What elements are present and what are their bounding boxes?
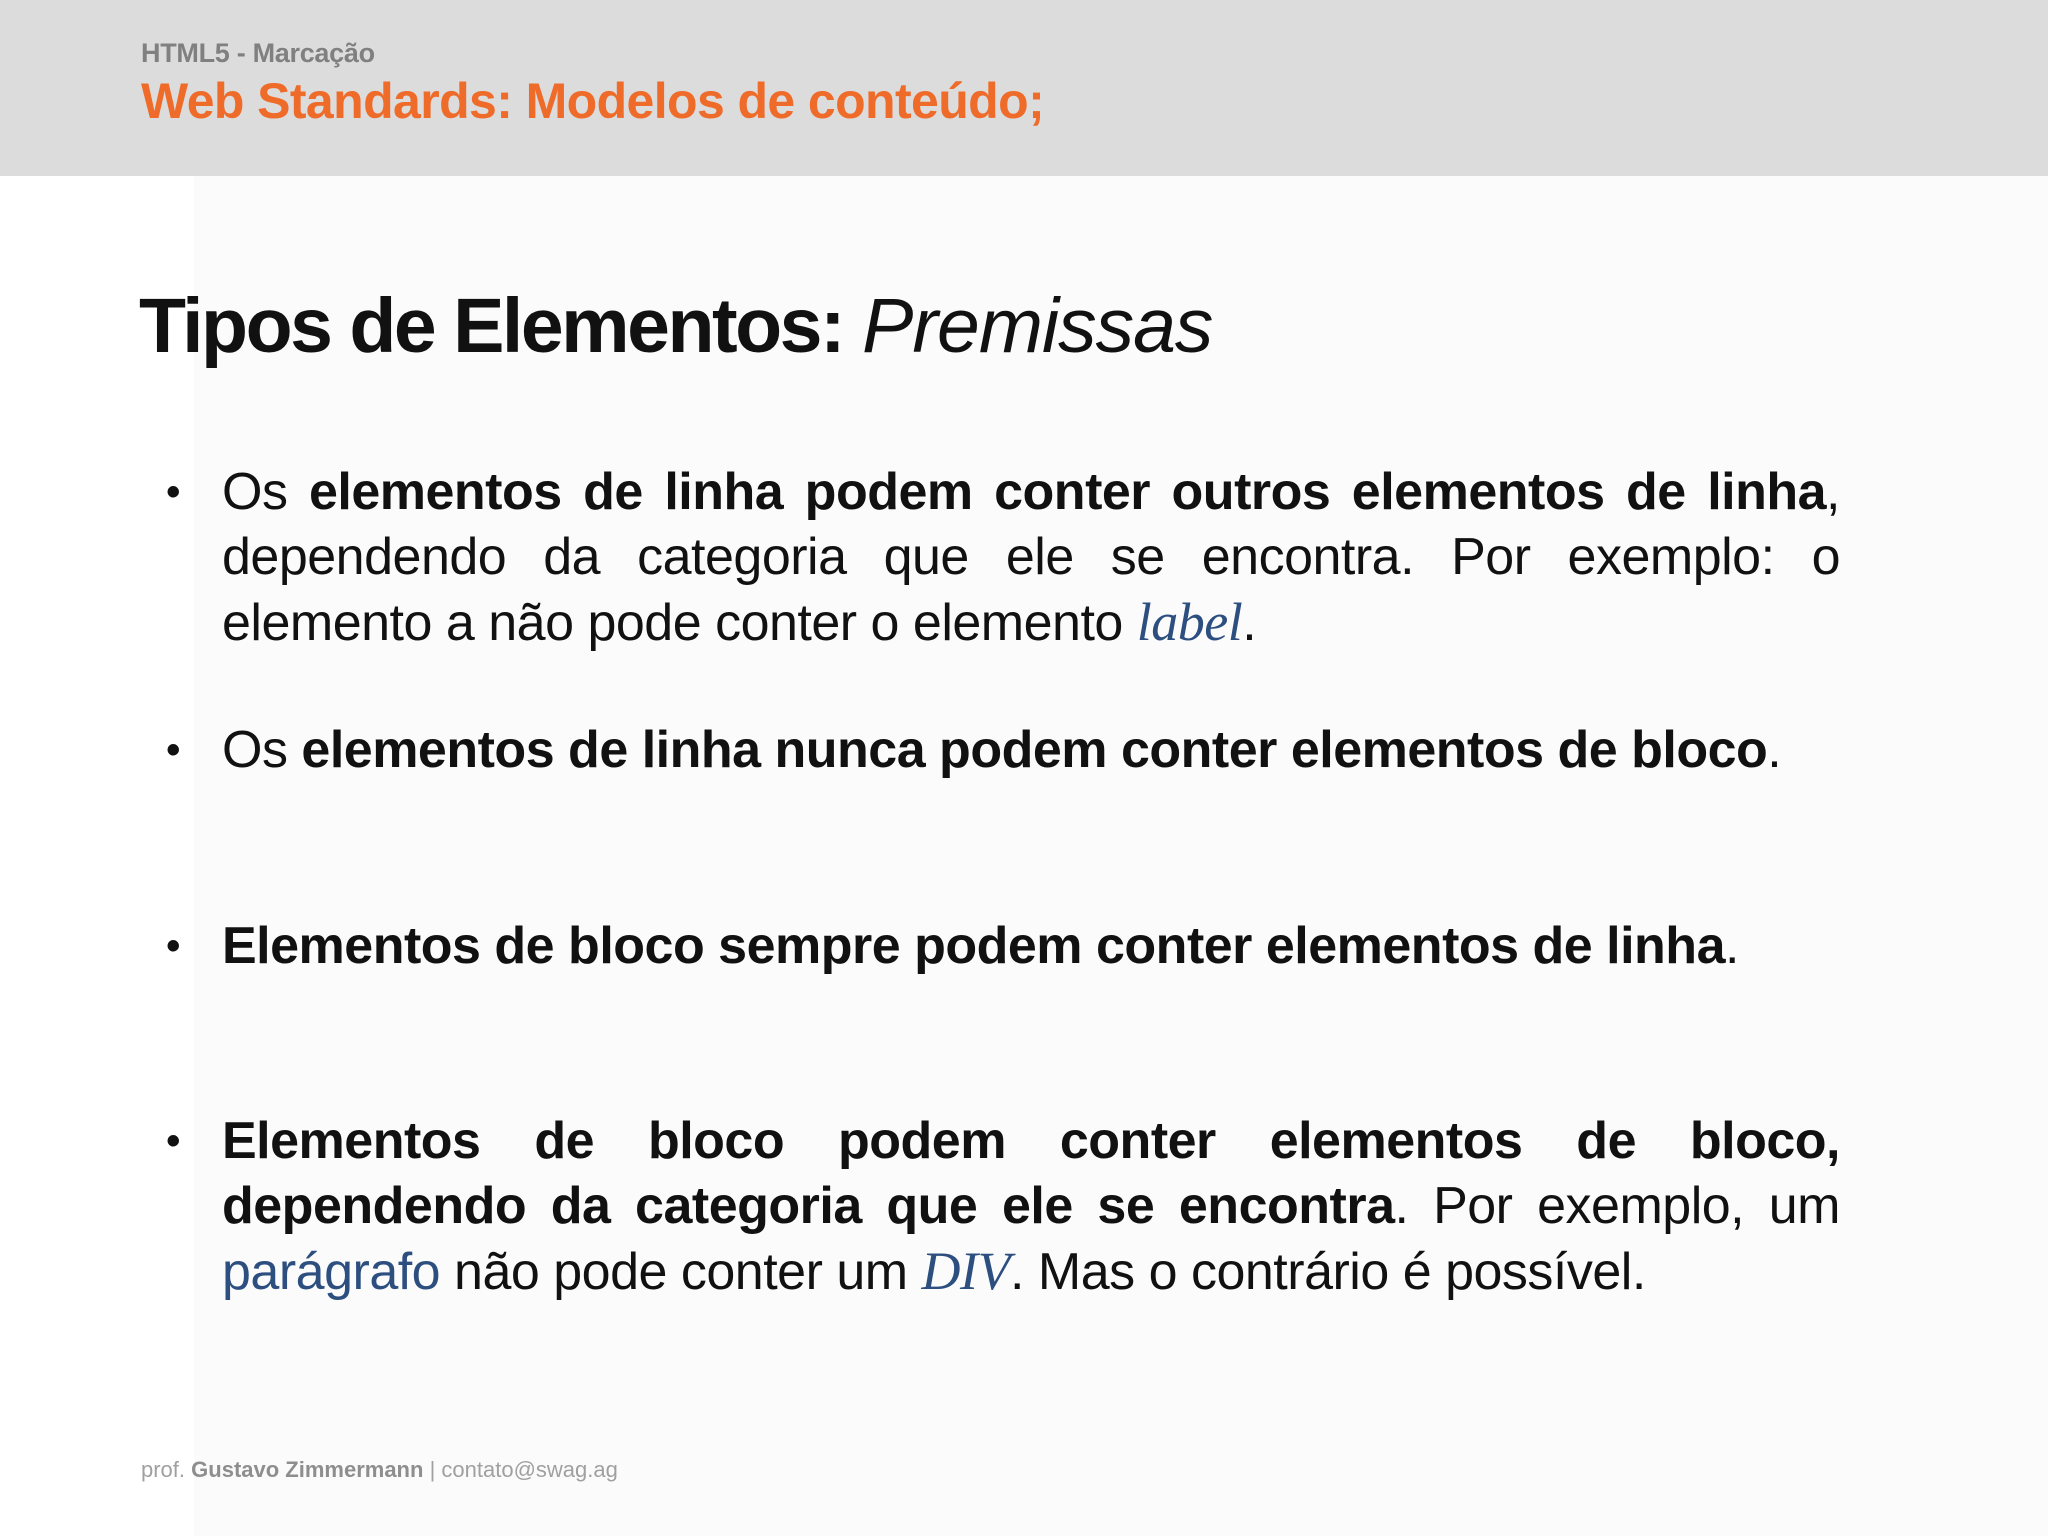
header-title: Web Standards: Modelos de conteúdo; [141,73,1045,129]
bullet-bold-text: elementos de linha podem conter outros elementos de linha [308,463,1827,521]
footer-prefix: prof. [141,1457,186,1482]
code-term-label: label [1136,592,1243,652]
content-panel [194,176,2048,1536]
bullet-item-2 [166,718,1840,783]
bullet-dot-icon: • [166,1119,180,1163]
bullet-text: . [1242,594,1257,652]
bullet-bold-text: elementos de linha nunca podem conter elementos de bloco [301,721,1768,779]
header-band [0,0,2048,176]
header-kicker: HTML5 - Marcação [141,38,375,68]
bullet-text: Os [222,721,302,779]
bullet-item-4 [166,1109,1840,1305]
bullet-text: . [1725,917,1739,975]
bullet-bold-text: Elementos de bloco podem conter elementos de bloco, dependendo da categoria que ele se encontra [222,1112,1840,1235]
footer-separator: | [429,1457,436,1482]
bullet-bold-text: Elementos de bloco sempre podem conter elementos de linha [222,917,1725,975]
footer-author-name: Gustavo Zimmermann [191,1457,424,1482]
footer-credit [141,1456,618,1484]
bullet-text: . [1767,721,1782,779]
bullet-text: não pode conter um [440,1243,922,1301]
slide-heading [139,278,1212,374]
slide-heading-italic: Premissas [862,283,1213,369]
bullet-item-1 [166,460,1840,656]
footer-email[interactable]: contato@swag.ag [441,1457,618,1482]
bullet-text: . Mas o contrário é possível. [1010,1243,1646,1301]
code-term-div: DIV [921,1241,1011,1301]
paragrafo-link[interactable]: parágrafo [222,1243,441,1301]
bullet-item-3 [166,914,1840,979]
bullet-dot-icon: • [166,728,180,772]
bullet-text: Os [222,463,309,521]
bullet-text: , dependendo da categoria que ele se encontra. Por exemplo: o elemento a não pode conter o elemento [222,463,1840,652]
bullet-dot-icon: • [166,470,180,514]
slide-heading-bold: Tipos de Elementos: [139,283,844,369]
bullet-dot-icon: • [166,924,180,968]
bullet-text: . Por exemplo, um [1394,1177,1840,1235]
